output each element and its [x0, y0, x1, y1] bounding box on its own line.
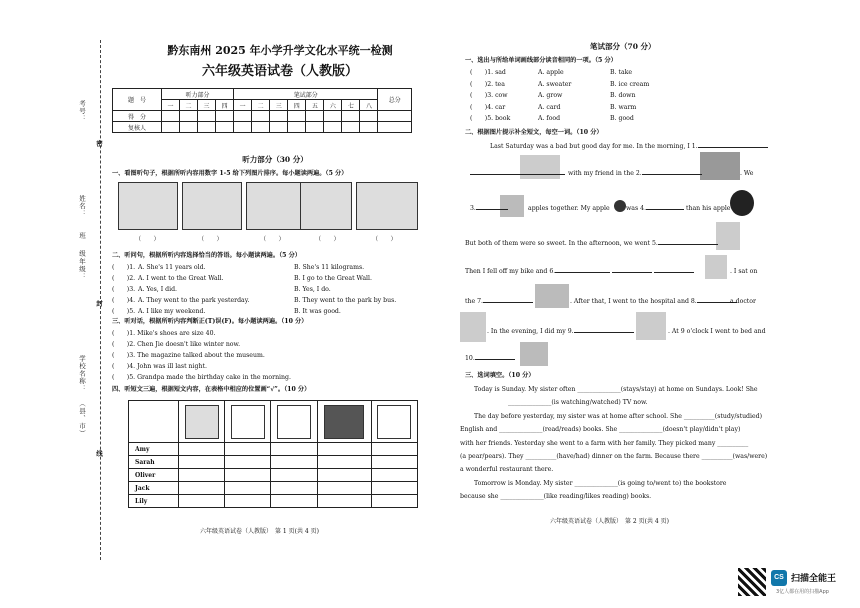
q3-instruction: 三、听对话，根据所听内容判断正(T)误(F)。每小题读两遍。（10 分）	[112, 318, 308, 325]
qr-code-icon	[738, 568, 766, 596]
label-school: 学校名称：	[78, 355, 86, 393]
q1-picture-room	[300, 182, 352, 230]
s2-line: But both of them were so sweet. In the afternoon, we went 5.	[465, 240, 718, 247]
s1-item: ( )4. car A. card B. warm	[470, 103, 637, 111]
knee-picture	[705, 255, 727, 279]
s2-line: with my friend in the 2.	[568, 170, 702, 177]
q2-instruction: 二、听问句，根据所听内容选择恰当的答语。每小题读两遍。（5 分）	[112, 252, 301, 259]
score-table: 题 号 听力部分 笔试部分 总分 一 二 三 四 一 二 三 四 五 六 七 八 得 分 复核人	[112, 88, 412, 133]
score-header-listen: 听力部分	[161, 89, 233, 100]
q4-row	[129, 456, 418, 469]
q4-row	[129, 482, 418, 495]
q4-picture-kite	[377, 405, 411, 439]
q3-list	[112, 330, 291, 385]
s1-item: ( )1. sad A. apple B. take	[470, 69, 633, 76]
q4-name: Lily	[129, 495, 179, 508]
s2-line: . In the evening, I did my 9.	[487, 328, 634, 335]
seal-mark: 封	[95, 300, 103, 308]
bike-picture	[716, 222, 740, 250]
write-title: 笔试部分（70 分）	[590, 42, 656, 51]
small-apple-picture	[614, 200, 626, 212]
s2-line: 3.	[470, 205, 508, 212]
q4-instruction: 四、听短文三遍，根据短文内容，在表格中相应的位置画“√”。（10 分）	[112, 386, 311, 393]
q4-name: Amy	[129, 443, 179, 456]
q4-picture-cleaning	[185, 405, 219, 439]
q2-list	[112, 264, 422, 319]
label-exam-no: 考号：	[78, 100, 86, 123]
seal-mark: 密	[95, 140, 103, 148]
homework-picture	[636, 312, 666, 340]
s2-instruction: 二、根据图片提示补全短文，每空一词。（10 分）	[465, 129, 603, 136]
park-picture	[700, 152, 740, 180]
s2-line: . After that, I went to the hospital and 8.	[570, 298, 737, 305]
s2-line: apples together. My apple	[528, 205, 610, 212]
grass-picture	[535, 284, 569, 308]
page2-footer: 六年级英语试卷（人教版） 第 2 页(共 4 页)	[550, 518, 669, 525]
q1-instruction: 一、看图听句子，根据所听内容用数字 1-5 给下列图片排序。每小题读两遍。（5 分）	[112, 170, 348, 177]
s1-list	[470, 69, 670, 127]
q1-answer[interactable]: （ ）	[135, 236, 160, 243]
q2-item: ( )4. A. They went to the park yesterday. B. They went to the park by bus.	[112, 297, 397, 304]
q4-table	[128, 400, 418, 508]
label-ji: 级	[78, 250, 86, 258]
q3-item: ( )5. Grandpa made the birthday cake in the morning.	[112, 374, 291, 381]
q3-item: ( )2. Chen Jie doesn't like winter now.	[112, 341, 241, 348]
score-row-reviewer: 复核人	[113, 122, 162, 133]
q1-picture-classroom	[246, 182, 304, 230]
q1-picture-city	[182, 182, 242, 230]
q4-picture-gift	[231, 405, 265, 439]
q1-answer[interactable]: （ ）	[260, 236, 285, 243]
label-grade: 年级：	[78, 258, 86, 281]
score-header-write: 笔试部分	[234, 89, 378, 100]
score-header-total: 总分	[378, 89, 412, 111]
score-header-no: 题 号	[113, 89, 162, 111]
label-name: 姓名：	[78, 195, 86, 218]
camscanner-logo-icon: CS	[771, 570, 787, 586]
s1-item: ( )5. book A. food B. good	[470, 115, 634, 122]
q1-answer[interactable]: （ ）	[315, 236, 340, 243]
q2-item: ( )2. A. I went to the Great Wall. B. I go to the Great Wall.	[112, 275, 372, 282]
label-county: （县、市）	[78, 400, 86, 438]
s1-item: ( )3. cow A. grow B. down	[470, 92, 636, 99]
s1-instruction: 一、选出与所给单词画线部分读音相同的一项。（5 分）	[465, 57, 617, 64]
s3-text: Today is Sunday. My sister often ______________(stays/stay) at home on Sundays. Look! She ______________(is watching/watched) TV now. The day before yesterday, my sister was at home after school. She __________(study/studied) English and ______________(read/reads) books. She ______________(doesn't play/didn't play) with her friends. Yesterday she went to a farm with her family. They picked many __________ (a pear/pears). They __________(have/had) dinner on the farm. Because there __________(was/were) a wonderful restaurant there. Tomorrow is Monday. My sister ______________(is going to/went to) the bookstore because she ______________(like reading/likes reading) books.	[460, 386, 768, 501]
s2-line: Then I fell off my bike and 6.	[465, 268, 694, 275]
q4-picture-camera	[277, 405, 311, 439]
label-ban: 班	[78, 232, 86, 240]
score-row-score: 得 分	[113, 111, 162, 122]
s2-line: than his apple	[686, 205, 731, 212]
s2-line: . We	[740, 170, 754, 177]
sleep-picture	[520, 342, 548, 366]
big-apple-picture	[730, 190, 754, 216]
q4-name: Jack	[129, 482, 179, 495]
seal-mark: 线	[95, 450, 103, 458]
title-exam: 六年级英语试卷（人教版）	[201, 64, 358, 79]
title-region: 黔东南州 2025 年小学升学文化水平统一检测	[167, 44, 393, 57]
q2-item: ( )5. A. I like my weekend. B. It was good.	[112, 308, 341, 315]
q4-name: Oliver	[129, 469, 179, 482]
s2-line: . At 9 o'clock I went to bed and	[668, 328, 766, 335]
watermark-sub: 3亿人都在用的扫描App	[776, 589, 829, 595]
page1-footer: 六年级英语试卷（人教版） 第 1 页(共 4 页)	[200, 528, 319, 535]
listen-title: 听力部分（30 分）	[242, 155, 308, 164]
s2-line: was 4.	[626, 205, 684, 212]
watermark-name: 扫描全能王	[791, 574, 837, 584]
q3-item: ( )1. Mike's shoes are size 40.	[112, 330, 216, 337]
q4-picture-photo	[324, 405, 364, 439]
doctor-picture	[460, 312, 486, 342]
q1-picture-swim	[118, 182, 178, 230]
s2-line: . I sat on	[730, 268, 758, 275]
s2-line	[470, 170, 565, 177]
q1-answer[interactable]: （ ）	[198, 236, 223, 243]
s2-line: 10.	[465, 355, 515, 362]
q4-name: Sarah	[129, 456, 179, 469]
s2-line: the 7.	[465, 298, 533, 305]
q3-item: ( )4. John was ill last night.	[112, 363, 207, 370]
q1-picture-tent	[356, 182, 418, 230]
s2-line: Last Saturday was a bad but good day for me. In the morning, I 1.	[490, 143, 768, 150]
q3-item: ( )3. The magazine talked about the museum.	[112, 352, 265, 359]
s2-line: a doctor	[730, 298, 756, 305]
s1-item: ( )2. tea A. sweater B. ice cream	[470, 80, 650, 88]
q1-answer[interactable]: （ ）	[372, 236, 397, 243]
q2-item: ( )1. A. She's 11 years old. B. She's 11 kilograms.	[112, 264, 365, 271]
q2-item: ( )3. A. Yes, I did. B. Yes, I do.	[112, 286, 331, 293]
q4-row	[129, 495, 418, 508]
s3-instruction: 三、选词填空。（10 分）	[465, 372, 535, 379]
q4-row	[129, 469, 418, 482]
q4-row	[129, 443, 418, 456]
